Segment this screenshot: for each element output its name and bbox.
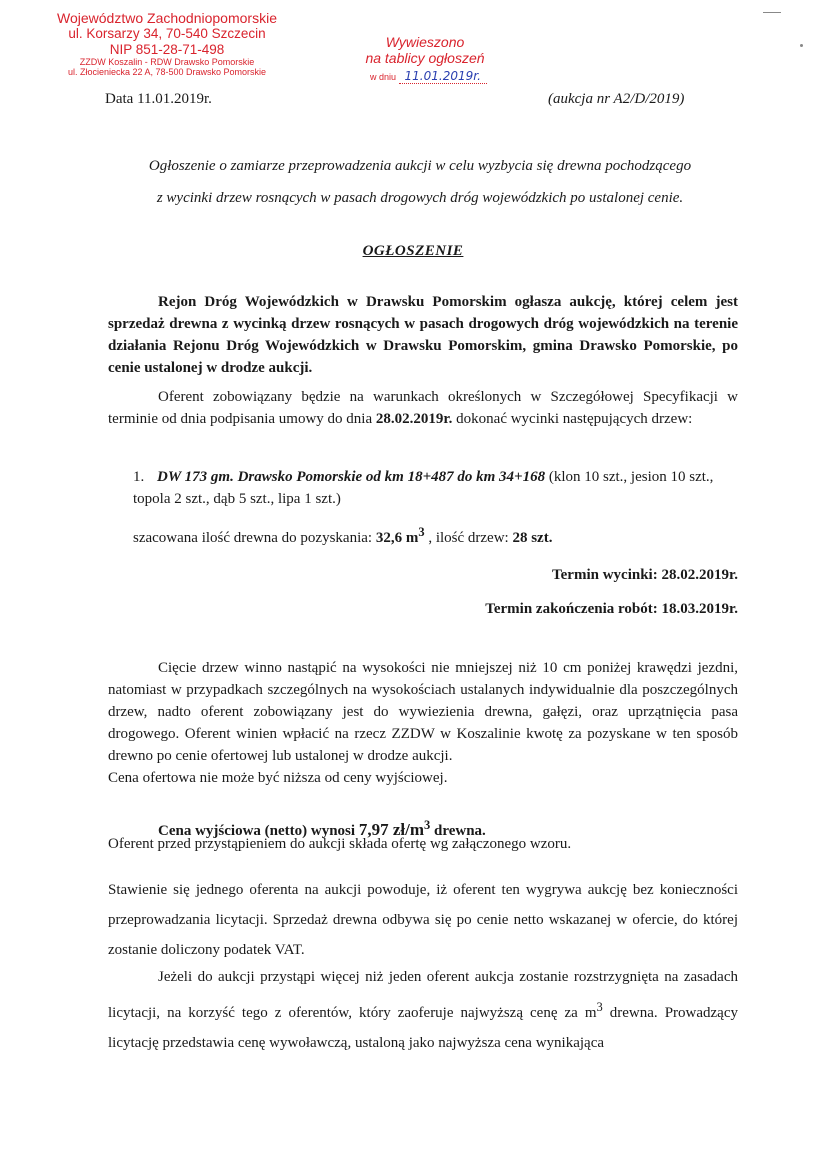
text: Cena wyjściowa (netto) wynosi: [158, 823, 359, 839]
page-title: OGŁOSZENIE: [362, 243, 464, 259]
road-section: DW 173 gm. Drawsko Pomorskie od km 18+487 do km 34+168: [157, 469, 546, 485]
price-value: 7,97 zł/m: [358, 820, 424, 839]
text: dokonać wycinki następujących drzew:: [452, 411, 693, 427]
superscript: 3: [418, 525, 425, 539]
stamp-line: na tablicy ogłoszeń: [365, 50, 485, 67]
list-item: [133, 466, 733, 510]
text: Jeżeli do aukcji przystąpi więcej niż jeden oferent aukcja zostanie rozstrzygnięta na zasadach licytacji, na korzyść tego z oferentów, który zaoferuje najwyższą cenę za m: [108, 969, 738, 1021]
superscript: 3: [423, 818, 431, 832]
text: drewna. Prowadzący licytację przedstawia cenę wywoławczą, ustaloną jako najwyższa cena wynikająca: [108, 1005, 738, 1051]
stamp-handwritten-date: 11.01.2019r.: [399, 69, 487, 84]
intro-line-1: Ogłoszenie o zamiarze przeprowadzenia aukcji w celu wyzbycia się drewna pochodzącego: [148, 158, 692, 174]
offer-paragraph: Oferent przed przystąpieniem do aukcji składa ofertę wg załączonego wzoru.: [108, 836, 572, 852]
stamp-line: Wywieszono: [385, 34, 465, 50]
stamp-line: ul. Złocieniecka 22 A, 78-500 Drawsko Pomorskie: [67, 67, 267, 78]
scan-mark: [763, 12, 781, 13]
superscript: 3: [596, 1000, 603, 1014]
stamp-line: NIP 851-28-71-498: [109, 41, 225, 57]
auction-number: (aukcja nr A2/D/2019): [548, 91, 685, 107]
bidding-paragraph: [108, 962, 738, 1058]
single-bidder-paragraph: Stawienie się jednego oferenta na aukcji powoduje, iż oferent ten wygrywa aukcję bez konieczności przeprowadzania licytacji. Sprzedaż drewna odbywa się po cenie netto wskazanej w ofercie, do której zostanie doliczony podatek VAT.: [108, 882, 738, 958]
stamp-date-label: w dniu: [370, 72, 397, 83]
cutting-rules-paragraph: Cięcie drzew winno nastąpić na wysokości nie mniejszej niż 10 cm poniżej krawędzi jezdni, natomiast w przypadkach szczególnych na wysokościach ustalanych indywidualnie dla poszczególnych drzew, nadto oferent zobowiązany jest do wywiezienia drewna, gałęzi, oraz uprzątnięcia pasa drogowego. Oferent winien wpłacić na rzecz ZZDW w Koszalinie kwotę za pozyskane w ten sposób drewno po cenie ofertowej lub ustalonej w drodze aukcji.: [108, 660, 738, 764]
scan-mark: [800, 44, 803, 47]
posted-stamp: [330, 34, 520, 84]
document-date: Data 11.01.2019r.: [105, 91, 212, 107]
announcement-paragraph: Rejon Dróg Wojewódzkich w Drawsku Pomorskim ogłasza aukcję, której celem jest sprzedaż drewna z wycinką drzew rosnących w pasach drogowych dróg wojewódzkich na terenie działania Rejonu Dróg Wojewódzkich w Drawsku Pomorskim, gmina Drawsko Pomorskie, po cenie ustalonej w drodze aukcji.: [108, 294, 738, 376]
deadline-cutting: Termin wycinki: 28.02.2019r.: [552, 567, 738, 583]
tree-count: 28 szt.: [512, 530, 553, 546]
deadline-completion: Termin zakończenia robót: 18.03.2019r.: [485, 601, 738, 617]
list-number: 1.: [133, 469, 145, 485]
text: szacowana ilość drewna do pozyskania:: [133, 530, 376, 546]
stamp-line: ZZDW Koszalin - RDW Drawsko Pomorskie: [79, 57, 255, 68]
obligation-paragraph: [108, 386, 738, 430]
stamp-line: Województwo Zachodniopomorskie: [57, 10, 277, 26]
text: drewna.: [430, 823, 486, 839]
institution-stamp: [42, 10, 292, 78]
text: Oferent zobowiązany będzie na warunkach określonych w Szczegółowej Specyfikacji w terminie od dnia podpisania umowy do dnia: [108, 389, 738, 427]
tree-list: (klon 10 szt., jesion 10 szt., topola 2 szt., dąb 5 szt., lipa 1 szt.): [133, 469, 714, 507]
volume-value: 32,6 m: [375, 530, 419, 546]
text: , ilość drzew:: [424, 530, 513, 546]
deadline-date: 28.02.2019r.: [375, 411, 453, 427]
stamp-date-row: [370, 70, 520, 84]
estimate-line: [133, 525, 552, 547]
price-floor-note: Cena ofertowa nie może być niższa od ceny wyjściowej.: [108, 770, 448, 786]
intro-line-2: z wycinki drzew rosnących w pasach drogowych dróg wojewódzkich po ustalonej cenie.: [156, 190, 684, 206]
stamp-line: ul. Korsarzy 34, 70-540 Szczecin: [68, 26, 266, 42]
